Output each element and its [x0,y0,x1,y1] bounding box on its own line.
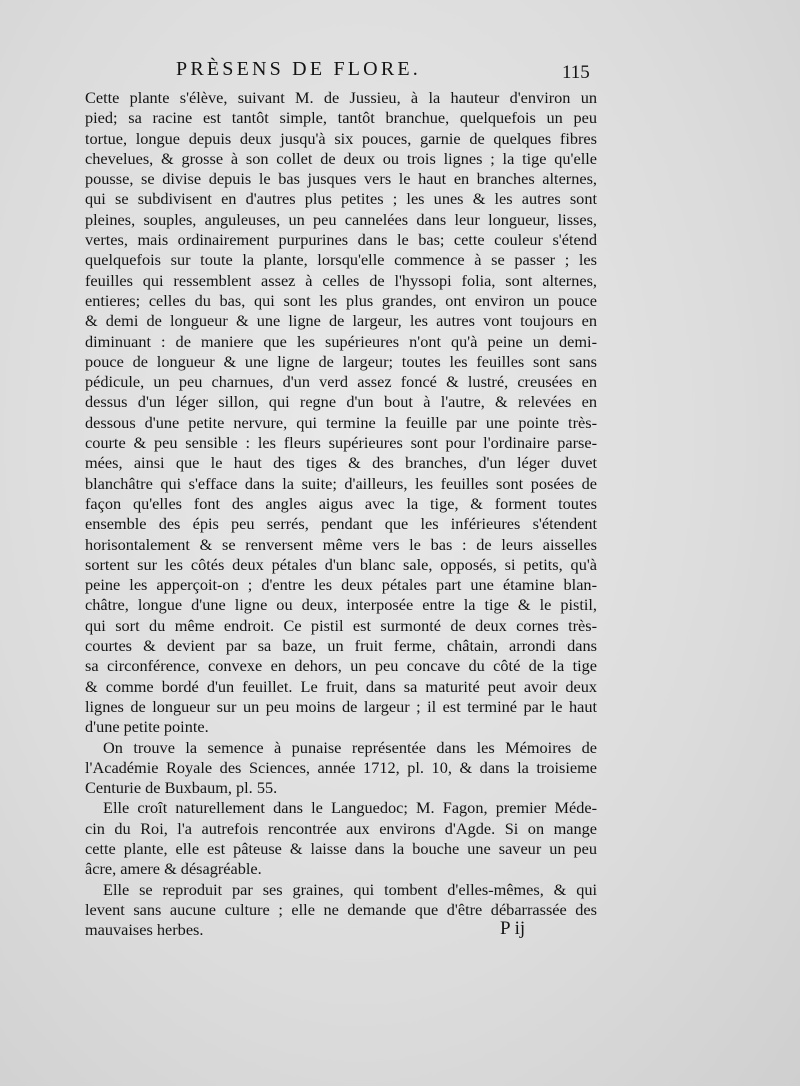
body-text [85,88,597,940]
text-line: levent sans aucune culture ; elle ne demande que d'être débarrassée des [85,899,597,919]
text-line: tortue, longue depuis deux jusqu'à six pouces, garnie de quelques fibres [85,128,597,148]
text-line: courte & peu sensible : les fleurs supérieures sont pour l'ordinaire parse- [85,433,597,453]
running-head [0,58,800,84]
paragraph-description [85,88,597,738]
text-line: ensemble des épis peu serrés, pendant que les inférieures s'étendent [85,514,597,534]
paragraph-habitat [85,798,597,879]
text-line: On trouve la semence à punaise représentée dans les Mémoires de [103,737,597,757]
text-line: & demi de longueur & une ligne de largeur, les autres vont toujours en [85,311,597,331]
signature-mark: P ij [500,918,526,939]
text-line: blanchâtre qui s'efface dans la suite; d'ailleurs, les feuilles sont posées de [85,473,597,493]
text-line: pouce de longueur & une ligne de largeur; toutes les feuilles sont sans [85,351,597,371]
text-line: mauvaises herbes. [85,920,204,940]
text-line: entieres; celles du bas, qui sont les plus grandes, ont environ un pouce [85,290,597,310]
text-line: vertes, mais ordinairement purpurines dans le bas; cette couleur s'étend [85,230,597,250]
text-line: diminuant : de maniere que les supérieures n'ont qu'à peine un demi- [85,331,597,351]
text-line: Centurie de Buxbaum, pl. 55. [85,778,278,798]
text-line: courtes & devient par sa baze, un fruit ferme, châtain, arrondi dans [85,636,597,656]
text-line: chevelues, & grosse à son collet de deux ou trois lignes ; la tige qu'elle [85,148,597,168]
text-line: âcre, amere & désagréable. [85,859,262,879]
text-line: façon qu'elles font des angles aigus avec la tige, & forment toutes [85,493,597,513]
text-line: cette plante, elle est pâteuse & laisse dans la bouche une saveur un peu [85,838,597,858]
text-line: dessus d'un léger sillon, qui regne d'un bout à l'autre, & relevées en [85,392,597,412]
text-line: pédicule, un peu charnues, d'un verd assez foncé & lustré, creusées en [85,372,597,392]
text-line: Elle se reproduit par ses graines, qui tombent d'elles-mêmes, & qui [103,879,597,899]
text-line: sortent sur les côtés deux pétales d'un blanc sale, opposés, si petits, qu'à [85,554,597,574]
text-line: quelquefois sur toute la plante, lorsqu'elle commence à se passer ; les [85,250,597,270]
text-line: d'une petite pointe. [85,717,209,737]
text-line: feuilles qui ressemblent assez à celles de l'hyssopi folia, sont alternes, [85,270,597,290]
text-line: peine les apperçoit-on ; d'entre les deux pétales part une étamine blan- [85,575,597,595]
text-line: sa circonférence, convexe en dehors, un peu concave du côté de la tige [85,656,597,676]
text-line: lignes de longueur sur un peu moins de largeur ; il est terminé par le haut [85,696,597,716]
text-line: qui se subdivisent en d'autres plus petites ; les unes & les autres sont [85,189,597,209]
text-line: l'Académie Royale des Sciences, année 1712, pl. 10, & dans la troisieme [85,757,597,777]
running-title: PRÈSENS DE FLORE. [176,58,421,80]
text-line: mées, ainsi que le haut des tiges & des branches, d'un léger duvet [85,453,597,473]
text-line: cin du Roi, l'a autrefois rencontrée aux environs d'Agde. Si on mange [85,818,597,838]
text-line: pleines, souples, anguleuses, un peu cannelées dans leur longueur, lisses, [85,209,597,229]
text-line: Elle croît naturellement dans le Languedoc; M. Fagon, premier Méde- [103,798,597,818]
page-number: 115 [562,62,590,83]
text-line: & comme bordé d'un feuillet. Le fruit, dans sa maturité peut avoir deux [85,676,597,696]
paragraph-references [85,738,597,799]
text-line: Cette plante s'élève, suivant M. de Jussieu, à la hauteur d'environ un [85,88,597,107]
text-line: pied; sa racine est tantôt simple, tantôt branchue, quelquefois un peu [85,108,597,128]
text-line: châtre, longue d'une ligne ou deux, interposée entre la tige & le pistil, [85,595,597,615]
text-line: qui sort du même endroit. Ce pistil est surmonté de deux cornes très- [85,615,597,635]
text-line: pousse, se divise depuis le bas jusques vers le haut en branches alternes, [85,169,597,189]
text-line: dessous d'une petite nervure, qui termine la feuille par une pointe très- [85,412,597,432]
text-line: horisontalement & se renversent même vers le bas : de leurs aisselles [85,534,597,554]
